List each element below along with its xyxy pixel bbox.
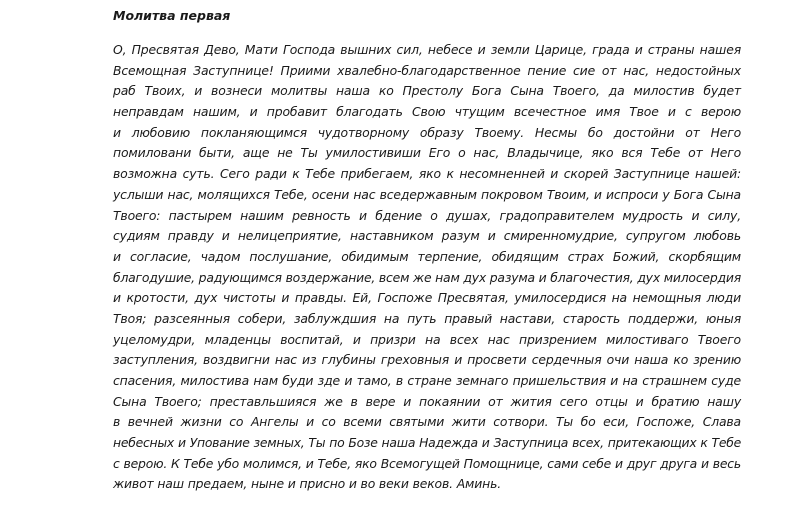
text-line: возможна суть. Сего ради к Тебе прибегаем, яко к несомненней и скорей Заступнице нашей:: [113, 166, 741, 182]
text-line: в вечней жизни со Ангелы и со всеми святыми жити сотвори. Ты бо еси, Госпоже, Слава: [113, 414, 741, 430]
text-line: и любовию покланяющимся чудотворному образу Твоему. Несмы бо достойни от Него: [113, 124, 741, 140]
text-line: Твоя; разсеянныя собери, заблуждшия на путь правый настави, старость поддержи, юныя: [113, 310, 741, 326]
text-line: благодушие, радующимся воздержание, всем же нам дух разума и благочестия, дух милосердия: [113, 269, 741, 285]
text-line: заступления, воздвигни нас из глубины греховныя и просвети сердечныя очи наша ко зрению: [113, 352, 741, 368]
text-line: помиловани быти, аще не Ты умилостивиши Его о нас, Владычице, яко вся Тебе от Него: [113, 145, 741, 161]
text-line: раб Твоих, и вознеси молитвы наша ко Престолу Бога Сына Твоего, да милостив будет: [113, 83, 741, 99]
prayer-heading: Молитва первая: [113, 8, 231, 23]
text-line: Сына Твоего; преставльшияся же в вере и покаянии от жития сего отцы и братию нашу: [113, 393, 741, 409]
text-line-last: живот наш предаем, ныне и присно и во веки веков. Аминь.: [113, 476, 502, 492]
text-line: услыши нас, молящихся Тебе, осени нас вседержавным покровом Твоим, и испроси у Бога Сына: [113, 186, 741, 202]
text-line: и согласие, чадом послушание, обидимым терпение, обидящим страх Божий, скорбящим: [113, 248, 741, 264]
text-line: небесных и Упование земных, Ты по Бозе наша Надежда и Заступница всех, притекающих к Тебе: [113, 435, 741, 451]
text-line: О, Пресвятая Дево, Мати Господа вышних сил, небесе и земли Царице, града и страны нашея: [113, 42, 741, 57]
text-line: Твоего: пастырем нашим ревность и бдение о душах, градоправителем мудрость и силу,: [113, 207, 741, 223]
text-line: и кротости, дух чистоты и правды. Ей, Госпоже Пресвятая, умилосердися на немощныя люди: [113, 290, 741, 306]
text-line: судиям правду и нелицеприятие, наставником разум и смиренномудрие, супругом любовь: [113, 228, 741, 244]
text-line: Всемощная Заступнице! Приими хвалебно-благодарственное пение сие от нас, недостойных: [113, 62, 741, 78]
text-line: уцеломудри, младенцы воспитай, и призри на всех нас призрением милостиваго Твоего: [113, 331, 741, 347]
text-line: неправдам нашим, и пробавит благодать Свою чтущим всечестное имя Твое и с верою: [113, 104, 741, 120]
prayer-text: [113, 40, 741, 495]
text-line: спасения, милостива нам буди зде и тамо, в стране земнаго пришельствия и на страшнем суде: [113, 373, 741, 388]
text-line: с верою. К Тебе убо молимся, и Тебе, яко Всемогущей Помощнице, сами себе и друг друга и весь: [113, 455, 741, 471]
